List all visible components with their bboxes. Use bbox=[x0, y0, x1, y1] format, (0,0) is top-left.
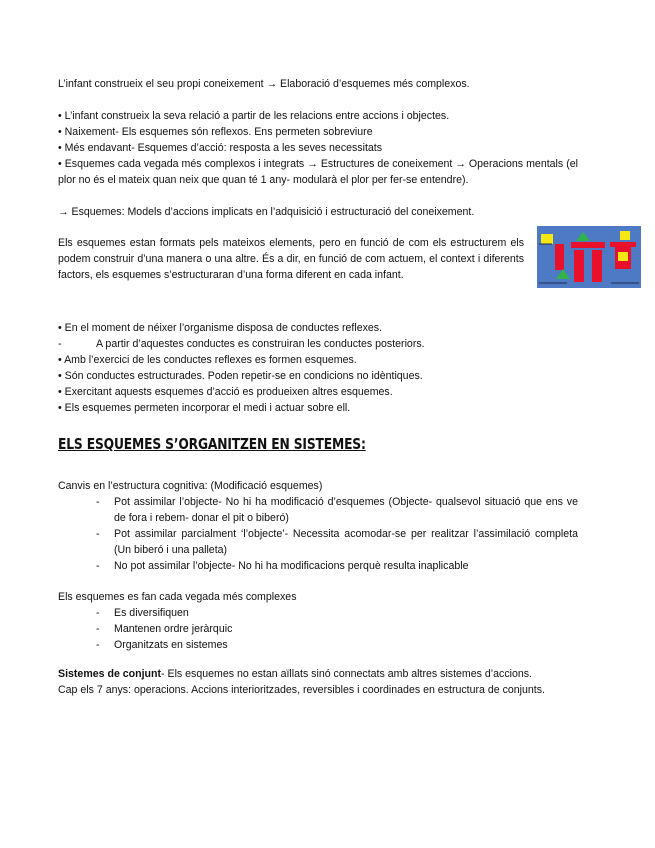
bullet-item: • Els esquemes permeten incorporar el medi i actuar sobre ell. bbox=[58, 402, 351, 414]
definition-line: → Esquemes: Models d’accions implicats en l’adquisició i estructuració del coneixement. bbox=[58, 206, 475, 218]
intro-section bbox=[58, 76, 578, 92]
dash-text: A partir d’aquestes conductes es construiran les conductes posteriors. bbox=[96, 338, 425, 350]
section-heading: ELS ESQUEMES S’ORGANITZEN EN SISTEMES: bbox=[58, 435, 366, 453]
dash-marker: - bbox=[96, 496, 100, 508]
dash-marker: - bbox=[96, 639, 100, 651]
block-yellow-square bbox=[620, 231, 630, 240]
structure-paragraph-section bbox=[58, 235, 524, 283]
complex-item bbox=[58, 637, 578, 653]
bullet-item: • Amb l’exercici de les conductes reflexes es formen esquemes. bbox=[58, 354, 357, 366]
dash-marker: - bbox=[96, 528, 100, 540]
dash-marker: - bbox=[96, 607, 100, 619]
building-blocks-illustration bbox=[537, 226, 641, 288]
block-red-lintel bbox=[610, 242, 636, 247]
canvis-item-text: Pot assimilar l’objecte- No hi ha modificació d’esquemes (Objecte- qualsevol situació que ens ve de fora i rebem- donar el pit o biberó) bbox=[114, 496, 578, 524]
canvis-title: Canvis en l’estructura cognitiva: (Modificació esquemes) bbox=[58, 480, 323, 492]
block-yellow-square bbox=[618, 252, 628, 261]
canvis-item-text: Pot assimilar parcialment ‘l’objecte’- Necessita acomodar-se per realitzar l’assimilació completa (Un biberó i una palleta) bbox=[114, 528, 578, 556]
cap-paragraph: Cap els 7 anys: operacions. Accions interioritzades, reversibles i coordinades en estructura de conjunts. bbox=[58, 684, 545, 696]
bullet-item: • Són conductes estructurades. Poden repetir-se en condicions no idèntiques. bbox=[58, 370, 423, 382]
dash-item bbox=[58, 336, 578, 352]
structure-paragraph: Els esquemes estan formats pels mateixos elements, pero en funció de com els estructurem els podem construir d’una manera o una altre. És a dir, en funció de com actuem, el context i diferents factors, els esquemes s’estructuraran d’una forma diferent en cada infant. bbox=[58, 237, 524, 281]
bullet-item: • Esquemes cada vegada més complexos i integrats → Estructures de coneixement → Operacions mentals (el plor no és el mateix quan neix que quan té 1 any- modularà el plor per fer-se entendre). bbox=[58, 158, 578, 186]
complex-item-text: Organitzats en sistemes bbox=[114, 639, 228, 651]
block-red-lintel bbox=[571, 242, 605, 248]
complex-item-text: Mantenen ordre jeràrquic bbox=[114, 623, 233, 635]
block-red-pillar bbox=[592, 250, 602, 282]
bullet-item: • L’infant construeix la seva relació a partir de les relacions entre accions i objectes. bbox=[58, 110, 450, 122]
canvis-item bbox=[58, 558, 578, 574]
complex-title: Els esquemes es fan cada vegada més complexes bbox=[58, 591, 297, 603]
complex-item bbox=[58, 605, 578, 621]
sistemes-section bbox=[58, 666, 578, 698]
block-yellow-square bbox=[541, 234, 553, 244]
complex-item bbox=[58, 621, 578, 637]
canvis-section bbox=[58, 478, 578, 574]
block-red-pillar bbox=[555, 244, 564, 270]
bullets-reflexes bbox=[58, 320, 578, 416]
bullet-item: • En el moment de néixer l’organisme disposa de conductes reflexes. bbox=[58, 322, 383, 334]
intro-line: L’infant construeix el seu propi coneixement → Elaboració d’esquemes més complexos. bbox=[58, 78, 470, 90]
canvis-item-text: No pot assimilar l’objecte- No hi ha modificacions perquè resulta inaplicable bbox=[114, 560, 469, 572]
bullet-item: • Naixement- Els esquemes són reflexos. Ens permeten sobreviure bbox=[58, 126, 373, 138]
canvis-item bbox=[58, 526, 578, 558]
dash-marker: - bbox=[96, 623, 100, 635]
sistemes-description: - Els esquemes no estan aïllats sinó connectats amb altres sistemes d’accions. bbox=[161, 668, 532, 680]
sistemes-paragraph bbox=[58, 666, 578, 682]
bullet-item: • Exercitant aquests esquemes d’acció es produeixen altres esquemes. bbox=[58, 386, 393, 398]
complex-section bbox=[58, 589, 578, 653]
block-red-pillar bbox=[574, 250, 584, 282]
dash-marker: - bbox=[96, 560, 100, 572]
section-heading-wrap bbox=[58, 436, 578, 452]
definition-section bbox=[58, 204, 578, 220]
bullet-item: • Més endavant- Esquemes d’acció: resposta a les seves necessitats bbox=[58, 142, 383, 154]
complex-item-text: Es diversifiquen bbox=[114, 607, 189, 619]
sistemes-term: Sistemes de conjunt bbox=[58, 668, 162, 680]
canvis-item bbox=[58, 494, 578, 526]
dash-marker: - bbox=[58, 338, 62, 350]
bullets-development bbox=[58, 108, 578, 188]
